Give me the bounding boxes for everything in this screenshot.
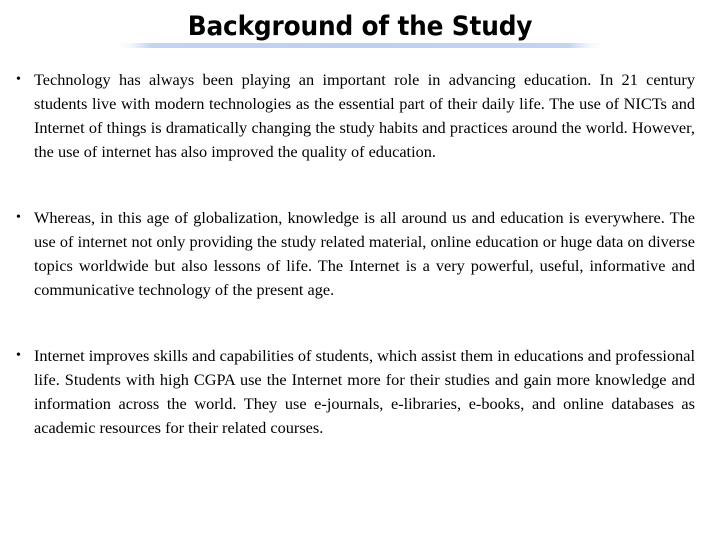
bullet-point-icon: • [16,72,21,87]
list-item-text: Internet improves skills and capabilities of students, which assist them in educations and professional life. Students with high CGPA use the Internet more for their studies and gain more knowledge and information across the world. They use e-journals, e-libraries, e-books, and online databases as academic resources for their related courses. [34,346,695,437]
list-item [8,344,708,440]
list-item-text: Whereas, in this age of globalization, knowledge is all around us and education is everywhere. The use of internet not only providing the study related material, online education or huge data on diverse topics worldwide but also lessons of life. The Internet is a very powerful, useful, informative and communicative technology of the present age. [34,208,695,299]
list-item [8,68,708,164]
bullet-point-icon: • [16,210,21,225]
list-item-text: Technology has always been playing an important role in advancing education. In 21 century students live with modern technologies as the essential part of their daily life. The use of NICTs and Internet of things is dramatically changing the study habits and practices around the world. However, the use of internet has also improved the quality of education. [34,70,695,161]
title-underline-rule [118,43,602,48]
bullet-point-icon: • [16,348,21,363]
slide-title-block [0,12,720,42]
page-title: Background of the Study [187,11,533,42]
slide-body [8,68,708,440]
list-item [8,206,708,302]
